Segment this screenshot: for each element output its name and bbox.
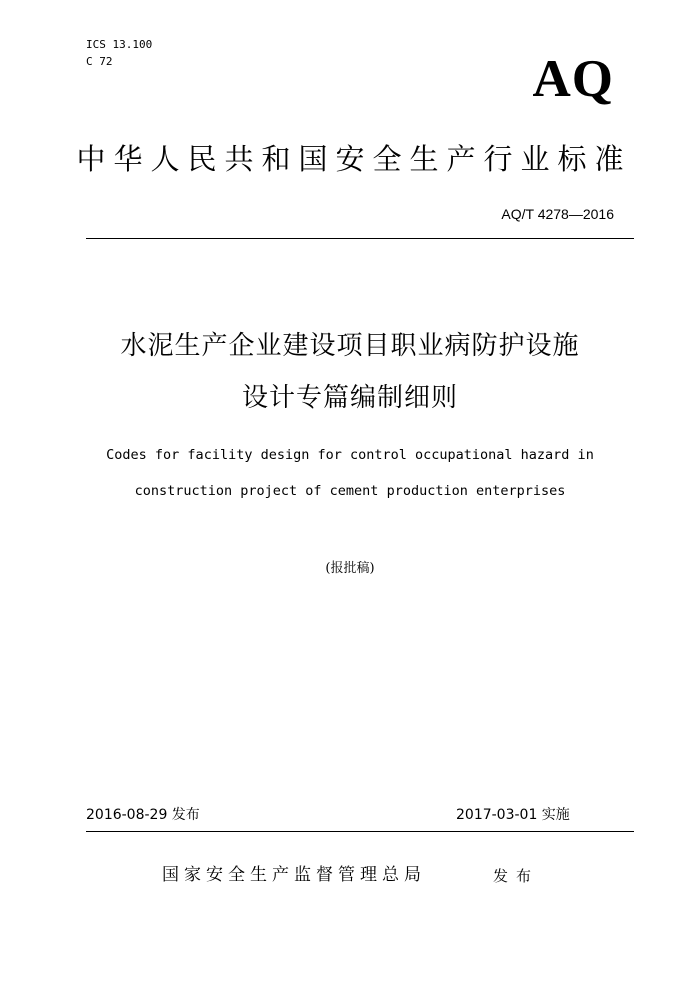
implementation-date: 2017-03-01 实施 (456, 807, 570, 823)
ccs-code: C 72 (86, 55, 113, 68)
aq-logo: AQ (532, 50, 614, 108)
issue-label: 发布 (493, 867, 540, 885)
draft-status: (报批稿) (325, 561, 375, 576)
standard-number: AQ/T 4278—2016 (501, 206, 614, 222)
issue-date: 2016-08-29 发布 (86, 807, 200, 823)
top-divider (86, 238, 634, 239)
document-title-zh-line-2: 设计专篇编制细则 (241, 383, 458, 413)
document-title-en-line-2: construction project of cement production enterprises (134, 483, 566, 499)
document-title-en-line-1: Codes for facility design for control occupational hazard in (106, 447, 594, 463)
issuing-authority: 国家安全生产监督管理总局 (162, 865, 426, 885)
bottom-divider (86, 831, 634, 832)
standard-category-title: 中华人民共和国安全生产行业标准 (76, 142, 632, 176)
ics-code: ICS 13.100 (86, 38, 153, 51)
document-title-zh-line-1: 水泥生产企业建设项目职业病防护设施 (120, 331, 580, 361)
